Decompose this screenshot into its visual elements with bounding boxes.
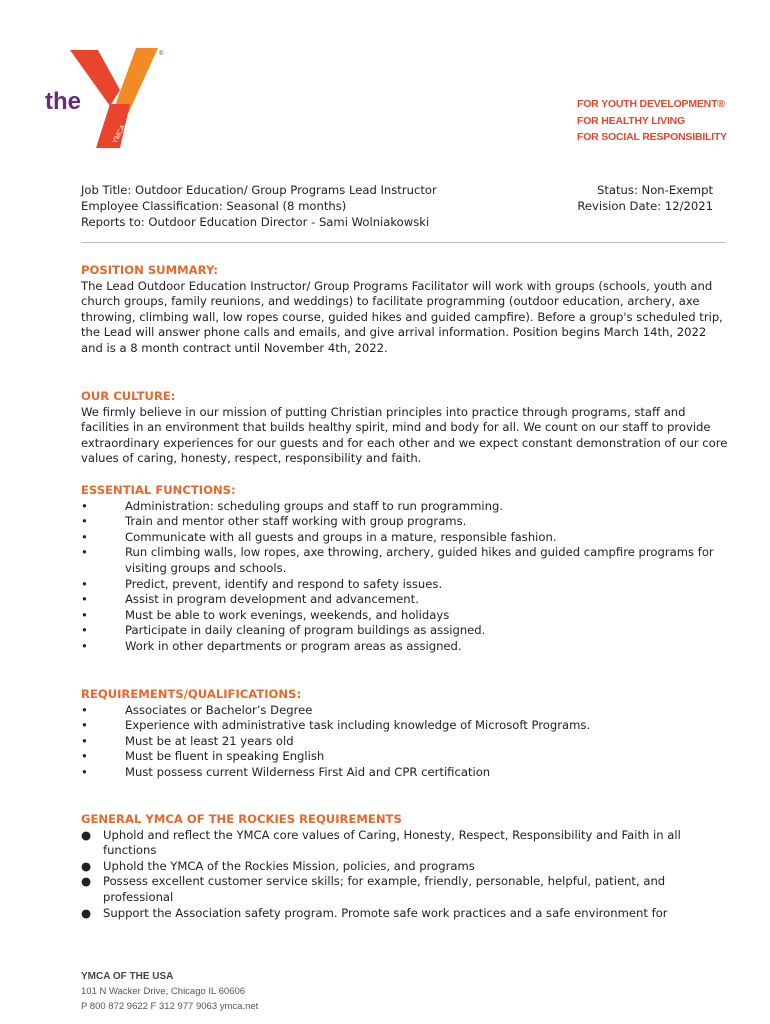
job-header xyxy=(81,182,437,230)
bullet-icon: • xyxy=(81,702,88,717)
header-divider xyxy=(81,242,725,243)
bullet-icon: • xyxy=(81,529,88,544)
list-item xyxy=(81,608,731,624)
section-body: We firmly believe in our mission of putting Christian principles into practice through programs, staff and facilities in an environment that builds healthy spirit, mind and body for all. We count on our staff to provide extraordinary experiences for our guests and for each other and we expect constant demonstration of our core values of caring, honesty, respect, responsibility and faith. xyxy=(81,404,728,466)
list-item xyxy=(81,718,731,734)
section-heading: POSITION SUMMARY: xyxy=(81,263,218,277)
list-item xyxy=(81,703,731,719)
list-item-text: Must be fluent in speaking English xyxy=(125,749,325,764)
list-item-text: Must be at least 21 years old xyxy=(125,733,294,748)
job-title: Job Title: Outdoor Education/ Group Programs Lead Instructor xyxy=(81,183,437,197)
list-item-text: Uphold and reflect the YMCA core values of Caring, Honesty, Respect, Responsibility and Faith in all functions xyxy=(103,827,681,858)
bullet-icon: • xyxy=(81,498,88,513)
list-item xyxy=(81,906,731,922)
list-item-text: Uphold the YMCA of the Rockies Mission, policies, and programs xyxy=(103,858,475,873)
section-heading: REQUIREMENTS/QUALIFICATIONS: xyxy=(81,687,302,701)
job-status-block xyxy=(577,182,713,214)
list-item xyxy=(81,530,731,546)
list-item xyxy=(81,874,731,905)
list-item-text: Work in other departments or program areas as assigned. xyxy=(125,638,462,653)
requirements-section xyxy=(81,687,731,781)
list-item-text: Run climbing walls, low ropes, axe throwing, archery, guided hikes and guided campfire programs for visiting groups and schools. xyxy=(125,545,714,575)
list-item-text: Must be able to work evenings, weekends, and holidays xyxy=(125,607,450,622)
bullet-icon: • xyxy=(81,576,88,591)
bullet-list xyxy=(81,828,731,922)
bullet-icon: ● xyxy=(81,858,92,873)
bullet-icon: • xyxy=(81,638,88,653)
tagline-line: FOR SOCIAL RESPONSIBILITY xyxy=(577,131,727,143)
employee-classification: Employee Classification: Seasonal (8 months) xyxy=(81,199,347,213)
position-summary-section xyxy=(81,263,731,357)
list-item xyxy=(81,545,731,576)
list-item-text: Assist in program development and advancement. xyxy=(125,592,419,607)
bullet-icon: • xyxy=(81,514,88,529)
bullet-icon: • xyxy=(81,607,88,622)
job-status: Status: Non-Exempt xyxy=(597,183,713,197)
list-item-text: Must possess current Wilderness First Aid and CPR certification xyxy=(125,764,491,779)
bullet-icon: • xyxy=(81,749,88,764)
list-item-text: Experience with administrative task including knowledge of Microsoft Programs. xyxy=(125,718,591,733)
list-item xyxy=(81,592,731,608)
list-item-text: Participate in daily cleaning of program buildings as assigned. xyxy=(125,623,486,638)
bullet-icon: ● xyxy=(81,827,92,842)
footer xyxy=(81,969,258,1014)
logo-ymca-text: YMCA xyxy=(111,123,128,145)
list-item xyxy=(81,765,731,781)
list-item xyxy=(81,859,731,875)
list-item-text: Communicate with all guests and groups in a mature, responsible fashion. xyxy=(125,529,557,544)
list-item-text: Administration: scheduling groups and staff to run programming. xyxy=(125,498,503,513)
list-item-text: Predict, prevent, identify and respond to safety issues. xyxy=(125,576,443,591)
bullet-icon: • xyxy=(81,545,88,560)
reports-to: Reports to: Outdoor Education Director - Sami Wolniakowski xyxy=(81,215,430,229)
section-heading: ESSENTIAL FUNCTIONS: xyxy=(81,483,236,497)
list-item xyxy=(81,577,731,593)
our-culture-section xyxy=(81,389,731,467)
general-requirements-section xyxy=(81,812,731,921)
bullet-icon: • xyxy=(81,764,88,779)
footer-contact: P 800 872 9622 F 312 977 9063 ymca.net xyxy=(81,1001,259,1012)
list-item-text: Train and mentor other staff working with group programs. xyxy=(125,514,467,529)
section-body: The Lead Outdoor Education Instructor/ Group Programs Facilitator will work with groups (schools, youth and church groups, family reunions, and weddings) to facilitate programming (outdoor education, archery, axe throwing, climbing wall, low ropes course, guided hikes and guided campfire). Before a group's scheduled trip, the Lead will answer phone calls and emails, and give arrival information. Position begins March 14th, 2022 and is a 8 month contract until November 4th, 2022. xyxy=(81,278,723,355)
footer-address: 101 N Wacker Drive, Chicago IL 60606 xyxy=(81,986,246,997)
bullet-icon: ● xyxy=(81,905,92,920)
bullet-list xyxy=(81,499,731,655)
logo-the-text: the xyxy=(45,88,81,115)
section-heading: OUR CULTURE: xyxy=(81,389,176,403)
list-item xyxy=(81,499,731,515)
list-item xyxy=(81,514,731,530)
logo-registered-mark: ® xyxy=(159,51,164,57)
tagline-line: FOR YOUTH DEVELOPMENT® xyxy=(577,98,725,110)
list-item xyxy=(81,639,731,655)
list-item xyxy=(81,734,731,750)
list-item-text: Support the Association safety program. Promote safe work practices and a safe environment for xyxy=(103,905,668,920)
list-item xyxy=(81,828,731,859)
bullet-icon: • xyxy=(81,592,88,607)
bullet-icon: • xyxy=(81,718,88,733)
list-item xyxy=(81,623,731,639)
tagline-line: FOR HEALTHY LIVING xyxy=(577,114,686,127)
essential-functions-section xyxy=(81,483,731,655)
bullet-icon: • xyxy=(81,733,88,748)
list-item xyxy=(81,749,731,765)
list-item-text: Associates or Bachelor’s Degree xyxy=(125,702,313,717)
bullet-icon: ● xyxy=(81,874,92,889)
footer-org: YMCA OF THE USA xyxy=(81,971,174,982)
section-heading: GENERAL YMCA OF THE ROCKIES REQUIREMENTS xyxy=(81,812,402,826)
bullet-icon: • xyxy=(81,623,88,638)
ymca-logo xyxy=(40,44,170,150)
revision-date: Revision Date: 12/2021 xyxy=(577,199,713,213)
bullet-list xyxy=(81,703,731,781)
tagline xyxy=(577,96,727,146)
list-item-text: Possess excellent customer service skills; for example, friendly, personable, helpful, patient, and professional xyxy=(103,874,666,904)
